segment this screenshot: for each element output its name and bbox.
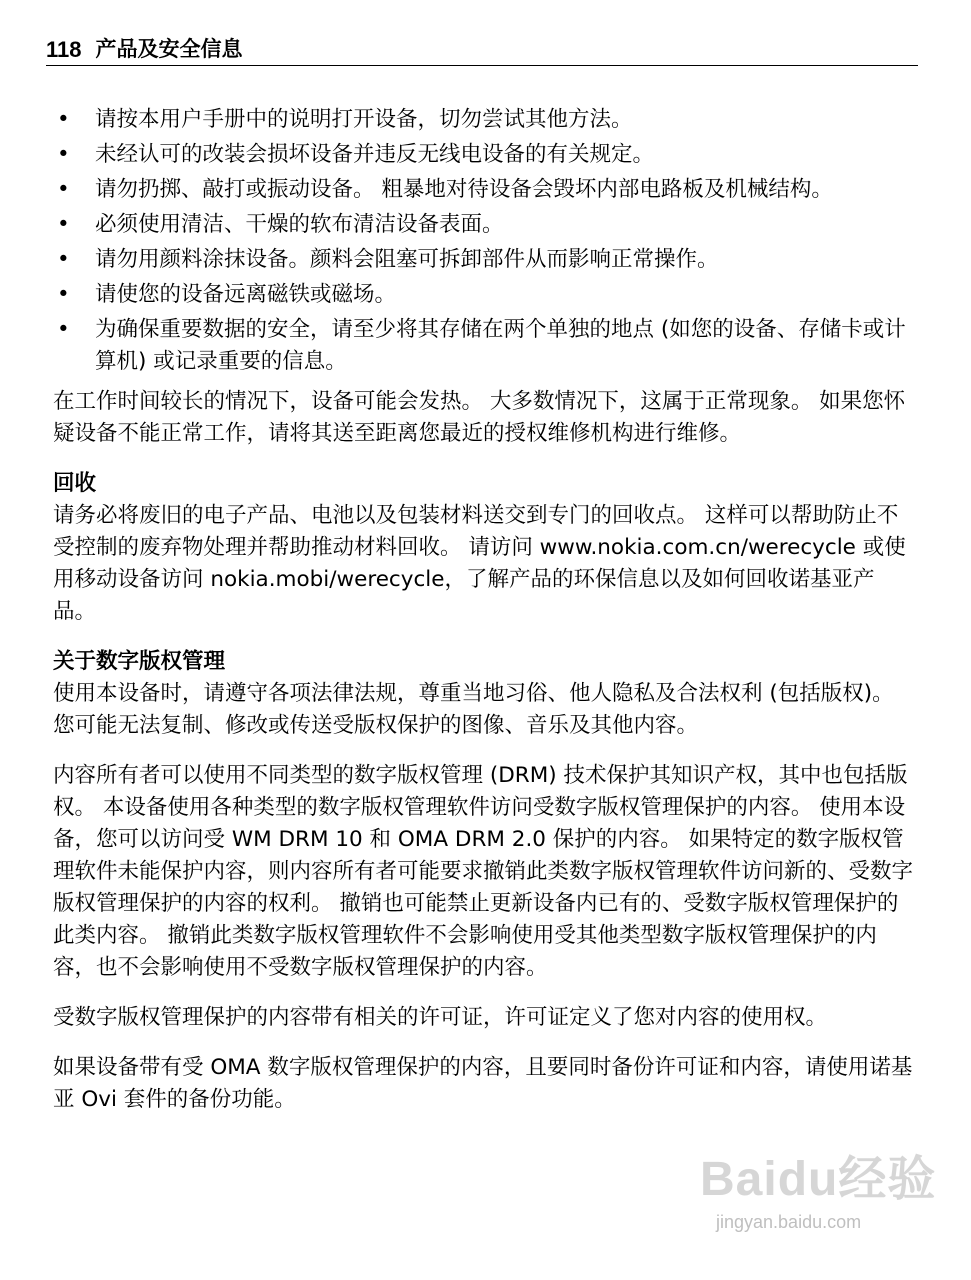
bullet-marker: •: [57, 212, 70, 237]
list-item-text: 请勿用颜料涂抹设备。颜料会阻塞可拆卸部件从而影响正常操作。: [95, 247, 719, 272]
drm-paragraph-1: 使用本设备时，请遵守各项法律法规，尊重当地习俗、他人隐私及合法权利 (包括版权)。 您可能无法复制、修改或传送受版权保护的图像、音乐及其他内容。: [53, 681, 894, 738]
page-title: 产品及安全信息: [95, 37, 243, 61]
page-header: [46, 32, 918, 66]
bullet-marker: •: [57, 247, 70, 272]
list-item: [53, 174, 915, 206]
bullet-list: [53, 104, 915, 378]
page-number: 118: [46, 37, 82, 62]
list-item-text: 未经认可的改装会损坏设备并违反无线电设备的有关规定。: [95, 142, 655, 167]
drm-section: [53, 646, 915, 1116]
list-item-text: 必须使用清洁、干燥的软布清洁设备表面。: [95, 212, 504, 237]
watermark-url: jingyan.baidu.com: [716, 1212, 862, 1232]
recycle-section: [53, 468, 915, 628]
list-item-text: 请勿扔掷、敲打或振动设备。 粗暴地对待设备会毁坏内部电路板及机械结构。: [95, 177, 833, 202]
page-content: [53, 104, 915, 1134]
drm-paragraph-2: 内容所有者可以使用不同类型的数字版权管理 (DRM) 技术保护其知识产权，其中也包括版权。 本设备使用各种类型的数字版权管理软件访问受数字版权管理保护的内容。 使用本设备，您可以访问受 WM DRM 10 和 OMA DRM 2.0 保护的内容。 如果特定的数字版权管理软件未能保护内容，则内容所有者可能要求撤销此类数字版权管理软件访问新的、受数字版权管理保护的内容的权利。 撤销也可能禁止更新设备内已有的、受数字版权管理保护的此类内容。 撤销此类数字版权管理软件不会影响使用受其他类型数字版权管理保护的内容，也不会影响使用不受数字版权管理保护的内容。: [53, 763, 914, 980]
heat-paragraph: 在工作时间较长的情况下，设备可能会发热。 大多数情况下，这属于正常现象。 如果您怀疑设备不能正常工作，请将其送至距离您最近的授权维修机构进行维修。: [53, 389, 906, 446]
list-item: [53, 209, 915, 241]
recycle-paragraph: 请务必将废旧的电子产品、电池以及包装材料送交到专门的回收点。 这样可以帮助防止不受控制的废弃物处理并帮助推动材料回收。 请访问 www.nokia.com.cn/werecycle 或使用移动设备访问 nokia.mobi/werecycle，了解产品的环保信息以及如何回收诺基亚产品。: [53, 503, 906, 624]
watermark-logo: Baidu经验: [700, 1153, 937, 1206]
bullet-marker: •: [57, 142, 70, 167]
list-item-text: 请按本用户手册中的说明打开设备，切勿尝试其他方法。: [95, 107, 633, 132]
bullet-marker: •: [57, 177, 70, 202]
list-item: [53, 279, 915, 311]
drm-paragraph-4: 如果设备带有受 OMA 数字版权管理保护的内容，且要同时备份许可证和内容，请使用诺基亚 Ovi 套件的备份功能。: [53, 1055, 913, 1112]
list-item: [53, 314, 915, 378]
drm-heading: 关于数字版权管理: [53, 649, 226, 674]
list-item-text: 为确保重要数据的安全，请至少将其存储在两个单独的地点 (如您的设备、存储卡或计算机) 或记录重要的信息。: [95, 317, 906, 374]
recycle-heading: 回收: [53, 471, 97, 496]
baidu-watermark: [680, 1140, 940, 1250]
list-item-text: 请使您的设备远离磁铁或磁场。: [95, 282, 397, 307]
list-item: [53, 104, 915, 136]
list-item: [53, 244, 915, 276]
bullet-marker: •: [57, 317, 70, 342]
drm-paragraph-3: 受数字版权管理保护的内容带有相关的许可证，许可证定义了您对内容的使用权。: [53, 1005, 828, 1030]
bullet-marker: •: [57, 107, 70, 132]
bullet-marker: •: [57, 282, 70, 307]
list-item: [53, 139, 915, 171]
